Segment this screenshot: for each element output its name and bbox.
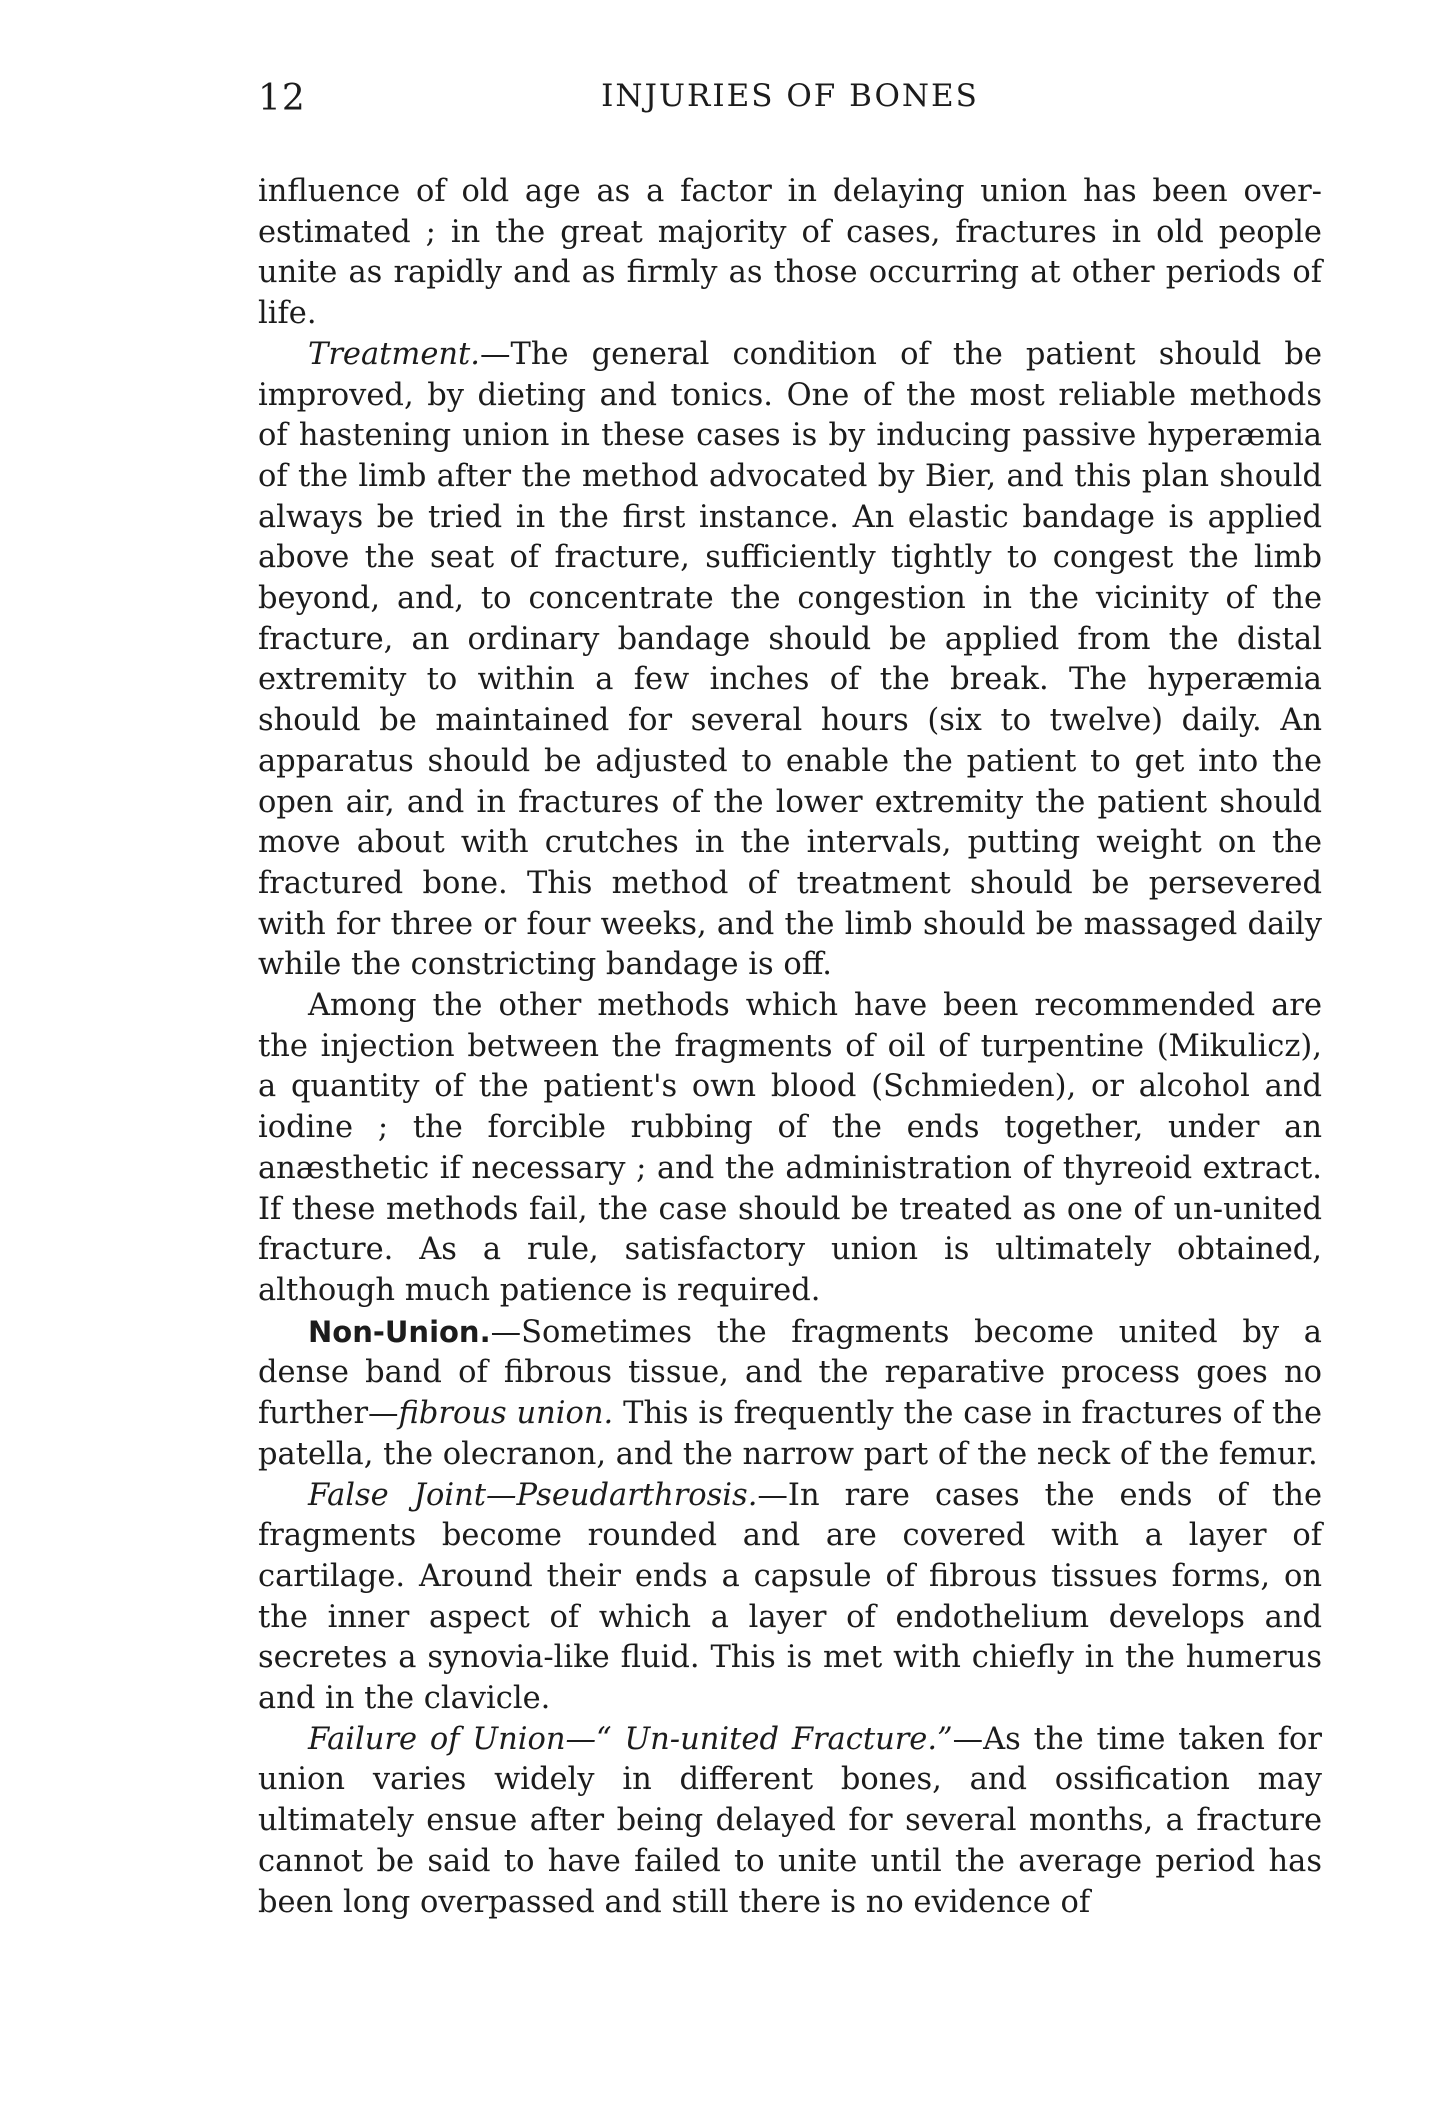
paragraph-treatment <box>258 335 1322 986</box>
paragraph-text: This is frequently the case in fractures of the patella, the olecranon, and the narrow part of the neck of the femur. <box>258 1396 1322 1472</box>
paragraph-lead: Treatment. <box>308 336 480 372</box>
body-text <box>258 172 1322 1923</box>
paragraph-lead: False Joint—Pseudarthrosis. <box>308 1477 758 1513</box>
paragraph-text: —Sometimes the fragments become united by a dense band of fibrous tissue, and the reparative process goes no further— <box>258 1314 1322 1432</box>
paragraph-non-union <box>258 1312 1322 1476</box>
paragraph-text: —In rare cases the ends of the fragments become rounded and are covered with a layer of cartilage. Around their ends a capsule of fibrous tissues forms, on the inner aspect of which a layer of endothelium develops and secretes a synovia-like fluid. This is met with chiefly in the humerus and in the clavicle. <box>258 1477 1322 1717</box>
paragraph-other-methods <box>258 986 1322 1312</box>
page-number: 12 <box>258 78 306 119</box>
paragraph-lead: Failure of Union—“ Un-united Fracture.” <box>308 1721 953 1757</box>
paragraph-false-joint <box>258 1476 1322 1720</box>
paragraph-text: influence of old age as a factor in delaying union has been over-estimated ; in the great majority of cases, fractures in old people unite as rapidly and as firmly as those occurring at other periods of life. <box>258 174 1322 332</box>
running-header <box>258 78 1322 128</box>
paragraph-failure-of-union <box>258 1720 1322 1924</box>
paragraph-old-age-continuation <box>258 172 1322 335</box>
paragraph-text: Among the other methods which have been recommended are the injection between the fragments of oil of turpentine (Mikulicz), a quantity of the patient's own blood (Schmieden), or alcohol and iodine ; the forcible rubbing of the ends together, under an anæsthetic if necessary ; and the administration of thyreoid extract. If these methods fail, the case should be treated as one of un-united fracture. As a rule, satisfactory union is ultimately obtained, although much patience is required. <box>258 988 1322 1308</box>
running-title: INJURIES OF BONES <box>601 78 979 114</box>
paragraph-text: —As the time taken for union varies widely in different bones, and ossification may ultimately ensue after being delayed for several months, a fracture cannot be said to have failed to unite until the average period has been long overpassed and still there is no evidence of <box>258 1721 1322 1920</box>
paragraph-text: —The general condition of the patient should be improved, by dieting and tonics. One of the most reliable methods of hastening union in these cases is by inducing passive hyperæmia of the limb after the method advocated by Bier, and this plan should always be tried in the first instance. An elastic bandage is applied above the seat of fracture, sufficiently tightly to congest the limb beyond, and, to concentrate the congestion in the vicinity of the fracture, an ordinary bandage should be applied from the distal extremity to within a few inches of the break. The hyperæmia should be maintained for several hours (six to twelve) daily. An apparatus should be adjusted to enable the patient to get into the open air, and in fractures of the lower extremity the patient should move about with crutches in the intervals, putting weight on the fractured bone. This method of treatment should be persevered with for three or four weeks, and the limb should be massaged daily while the constricting bandage is off. <box>258 336 1322 983</box>
section-heading-non-union: Non-Union. <box>308 1314 491 1349</box>
paragraph-italic-term: fibrous union. <box>398 1396 614 1432</box>
